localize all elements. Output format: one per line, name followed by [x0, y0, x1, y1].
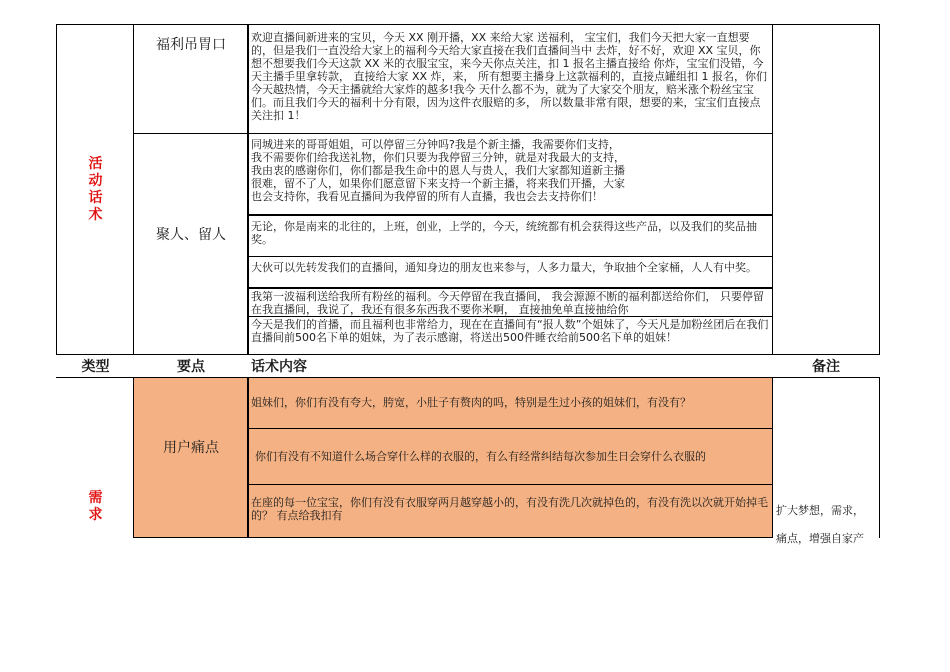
header-content: 话术内容 [251, 358, 307, 375]
script-pain-body: 姐妹们，你们有没有夸大，胯宽，小肚子有赘肉的吗，特别是生过小孩的姐妹们，有没有？ [251, 396, 691, 409]
script-pain-quality: 在座的每一位宝宝，你们有没有衣服穿两月越穿越小的，有没有洗几次就掉色的，有没有洗以次就开始掉毛的？ 有点给我扣有 [251, 496, 768, 522]
header-type: 类型 [81, 358, 110, 375]
script-share-room: 大伙可以先转发我们的直播间，通知身边的朋友也来参与，人多力量大，争取抽个全家桶，人人有中奖。 [251, 261, 757, 274]
remark-line-2: 痛点，增强自家产 [776, 532, 864, 545]
script-fan-welfare: 我第一波福利送给我所有粉丝的福利。今天停留在我直播间， 我会源源不断的福利都送给你们， 只要停留在我直播间，我说了，我还有很多东西我不要你米啊， 直接抽免单直接抽给你 [251, 290, 764, 316]
script-welcome: 欢迎直播间新进来的宝贝，今天 XX 刚开播，XX 来给大家 送福利， 宝宝们，我们今天把大家一直想要的，但是我们一直没给大家上的福利今天给大家直接在我们直播间当中 去炸，好不好，欢迎 XX 宝贝，你想不想要我们今天这款 XX 米的衣服宝宝，来今天你点关注，扣 1 报名主播直接给 你炸，宝宝们没错，今天主播手里拿转款， 直接给大家 XX 炸，来， 所有想要主播身上这款福利的，直接点罐组扣 1 报名，你们今天越热情，今天主播就给大家炸的越多!我今 天什么都不为，就为了大家交个朋友，赔米涨个粉丝宝宝 们。而且我们今天的福利十分有限，因为这件衣服赔的多， 所以数量非常有限，想要的来，宝宝们直接点关注扣 1！ [251, 31, 768, 122]
script-stay-three-minutes: 同城进来的哥哥姐姐，可以停留三分钟吗?我是个新主播，我需要你们支持， 我不需要你们给我送礼物，你们只要为我停留三分钟，就是对我最大的支持， 我由衷的感谢你们，你们都是我生命中的恩人与贵人，我们大家都知道新主播 很难，留不了人，如果你们愿意留下来支持一个新主播，将来我们开播，大家 也会支持你，我看见直播间为我停留的所有人直播，我也会去支持你们！ [251, 138, 625, 203]
section-label-demand: 需求 [88, 490, 103, 523]
point-welfare-teaser: 福利吊胃口 [156, 37, 226, 53]
header-point: 要点 [177, 358, 205, 375]
script-first-broadcast: 今天是我们的首播，而且福利也非常给力，现在在直播间有“报人数”个姐妹了，今天凡是加粉丝团后在我们直播间前500名下单的姐妹，为了表示感谢，将送出500件睡衣给前500名下单的姐妹！ [251, 318, 769, 344]
point-user-pain: 用户痛点 [163, 440, 219, 456]
script-everyone-chance: 无论，你是南来的北往的，上班，创业，上学的，今天，统统都有机会获得这些产品，以及我们的奖品抽奖。 [251, 220, 757, 246]
section-label-activity: 活动话术 [88, 155, 103, 223]
script-pain-occasion: 你们有没有不知道什么场合穿什么样的衣服的，有么有经常纠结每次参加生日会穿什么衣服的 [255, 450, 706, 463]
remark-line-1: 扩大梦想，需求， [776, 504, 864, 517]
point-gather-retain: 聚人、留人 [156, 227, 226, 243]
header-remark: 备注 [812, 358, 840, 375]
